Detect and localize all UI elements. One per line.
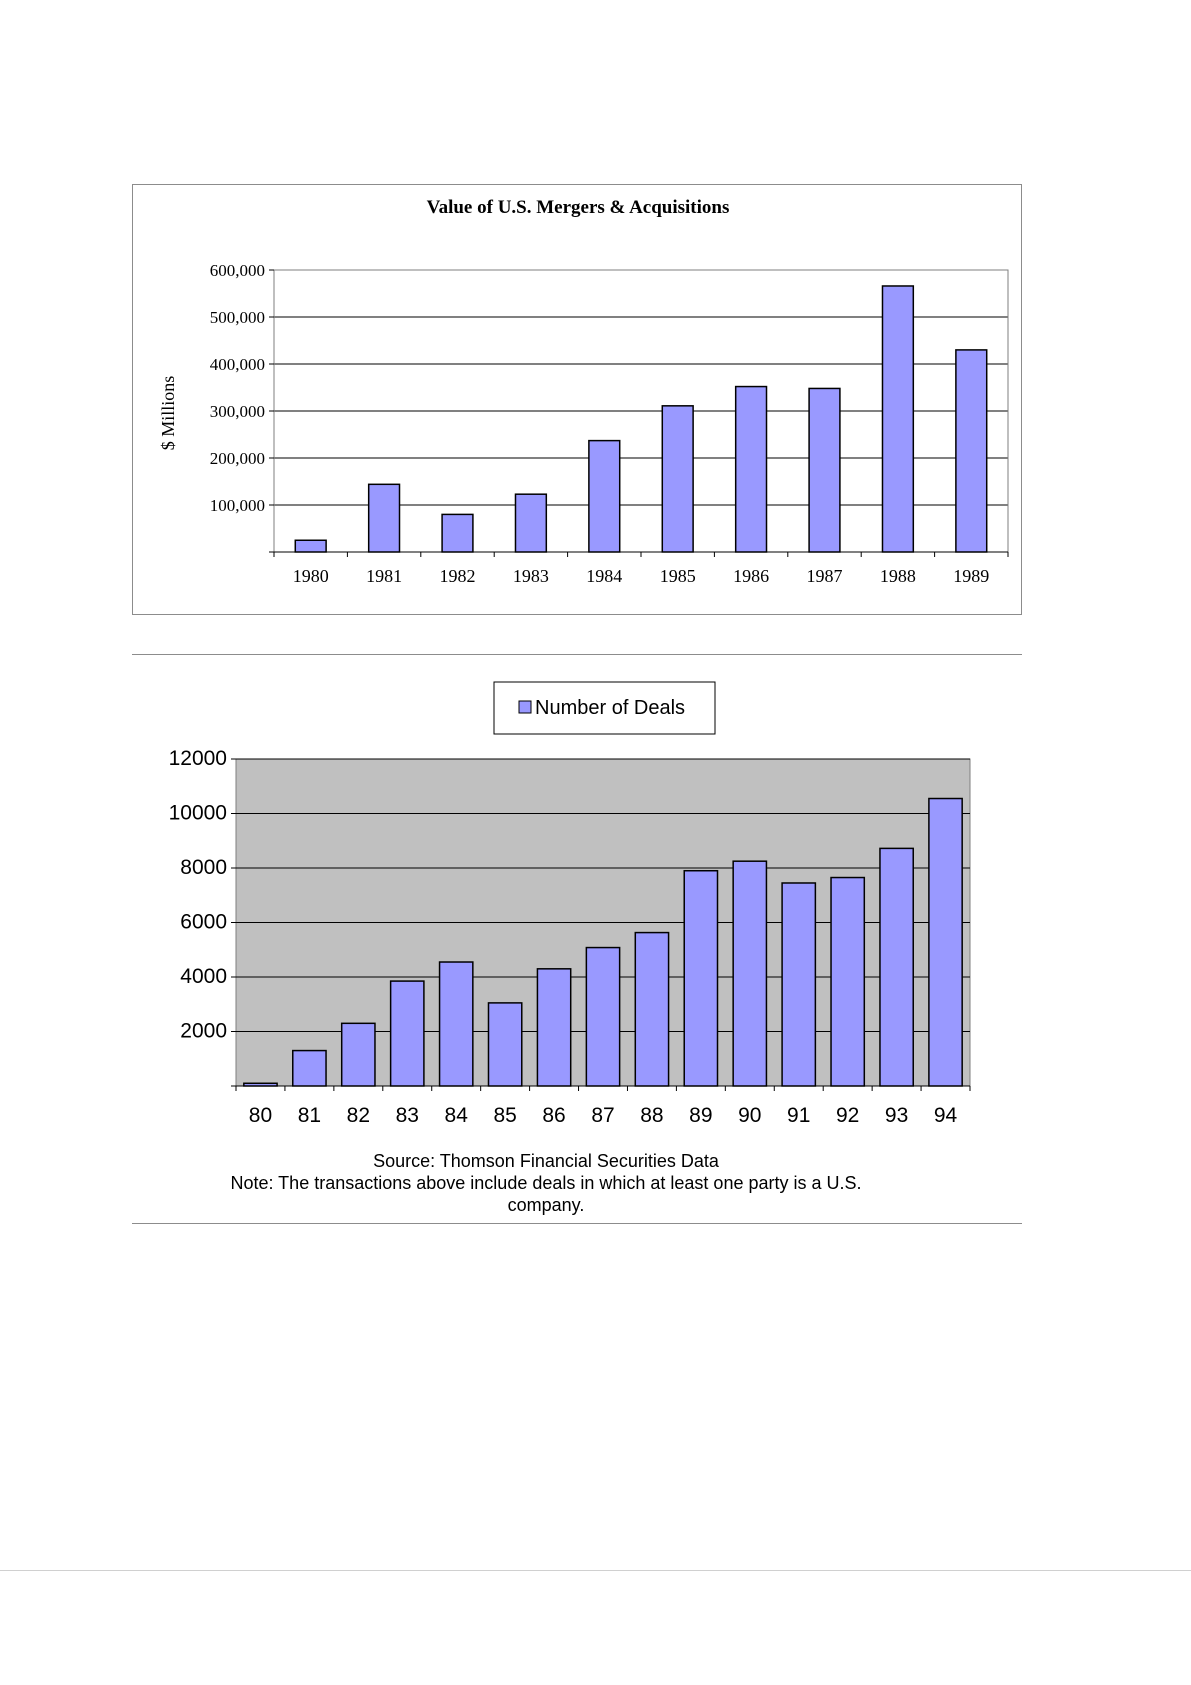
chart1-title: Value of U.S. Mergers & Acquisitions [426, 197, 730, 218]
bar-92 [831, 878, 864, 1086]
bar-1981 [369, 484, 400, 552]
x-tick-label: 87 [591, 1104, 615, 1127]
x-tick-label: 1986 [733, 566, 770, 586]
bar-85 [488, 1003, 521, 1086]
bar-1983 [515, 494, 546, 552]
bar-81 [293, 1051, 326, 1086]
y-tick-label: 10000 [168, 801, 227, 825]
bar-89 [684, 871, 717, 1086]
chart1-y-ticks [210, 261, 274, 552]
x-tick-label: 1982 [439, 566, 476, 586]
chart2-legend-swatch [519, 701, 531, 713]
chart2-y-ticks [169, 747, 236, 1086]
bar-1988 [882, 286, 913, 552]
bar-1989 [956, 350, 987, 552]
y-tick-label: 500,000 [209, 308, 265, 327]
x-tick-label: 1985 [659, 566, 696, 586]
x-tick-label: 88 [640, 1104, 664, 1127]
bar-94 [929, 799, 962, 1086]
x-tick-label: 1980 [292, 566, 329, 586]
x-tick-label: 94 [933, 1104, 958, 1127]
bar-86 [537, 969, 570, 1086]
x-tick-label: 85 [493, 1104, 517, 1127]
y-tick-label: 600,000 [209, 261, 265, 280]
x-tick-label: 92 [835, 1104, 860, 1127]
bar-91 [782, 883, 815, 1086]
y-tick-label: 12000 [168, 747, 227, 770]
x-tick-label: 83 [395, 1104, 419, 1127]
x-tick-label: 90 [738, 1104, 762, 1127]
bar-1985 [662, 406, 693, 552]
y-tick-label: 6000 [180, 910, 227, 934]
chart2-x-ticks [236, 1086, 970, 1127]
y-tick-label: 4000 [180, 965, 227, 988]
bar-84 [440, 962, 473, 1086]
x-tick-label: 91 [787, 1104, 811, 1127]
bar-1987 [809, 388, 840, 552]
y-tick-label: 400,000 [209, 355, 265, 374]
transactions-note-line2: company. [507, 1195, 585, 1215]
bar-1980 [295, 540, 326, 552]
x-tick-label: 93 [884, 1104, 909, 1127]
bar-1986 [736, 387, 767, 552]
bar-1982 [442, 514, 473, 552]
chart2-legend-label: Number of Deals [535, 697, 686, 719]
bar-88 [635, 933, 668, 1086]
x-tick-label: 81 [297, 1104, 322, 1127]
transactions-note-line1: Note: The transactions above include deals in which at least one party is a U.S. [230, 1173, 862, 1193]
y-tick-label: 200,000 [209, 449, 265, 468]
chart1-x-ticks [274, 552, 1008, 586]
x-tick-label: 84 [444, 1104, 468, 1127]
x-tick-label: 82 [346, 1104, 371, 1127]
x-tick-label: 80 [248, 1104, 273, 1127]
y-tick-label: 100,000 [209, 496, 265, 515]
x-tick-label: 1989 [953, 566, 990, 586]
x-tick-label: 86 [542, 1104, 566, 1127]
x-tick-label: 1987 [806, 566, 843, 586]
bar-83 [391, 981, 424, 1086]
chart-notes [130, 1150, 962, 1216]
y-tick-label: 2000 [180, 1019, 227, 1043]
bar-1984 [589, 441, 620, 552]
chart1-ylabel: $ Millions [158, 375, 178, 451]
chart1-bars [295, 286, 986, 552]
x-tick-label: 1983 [512, 566, 549, 586]
x-tick-label: 1984 [586, 566, 623, 586]
bar-87 [586, 948, 619, 1086]
bar-90 [733, 861, 766, 1086]
x-tick-label: 1981 [366, 566, 403, 586]
y-tick-label: 8000 [180, 856, 227, 879]
bar-93 [880, 848, 913, 1086]
y-tick-label: 300,000 [209, 402, 265, 421]
x-tick-label: 1988 [879, 566, 916, 586]
x-tick-label: 89 [689, 1104, 713, 1127]
bar-82 [342, 1023, 375, 1086]
source-note: Source: Thomson Financial Securities Data [373, 1151, 719, 1171]
